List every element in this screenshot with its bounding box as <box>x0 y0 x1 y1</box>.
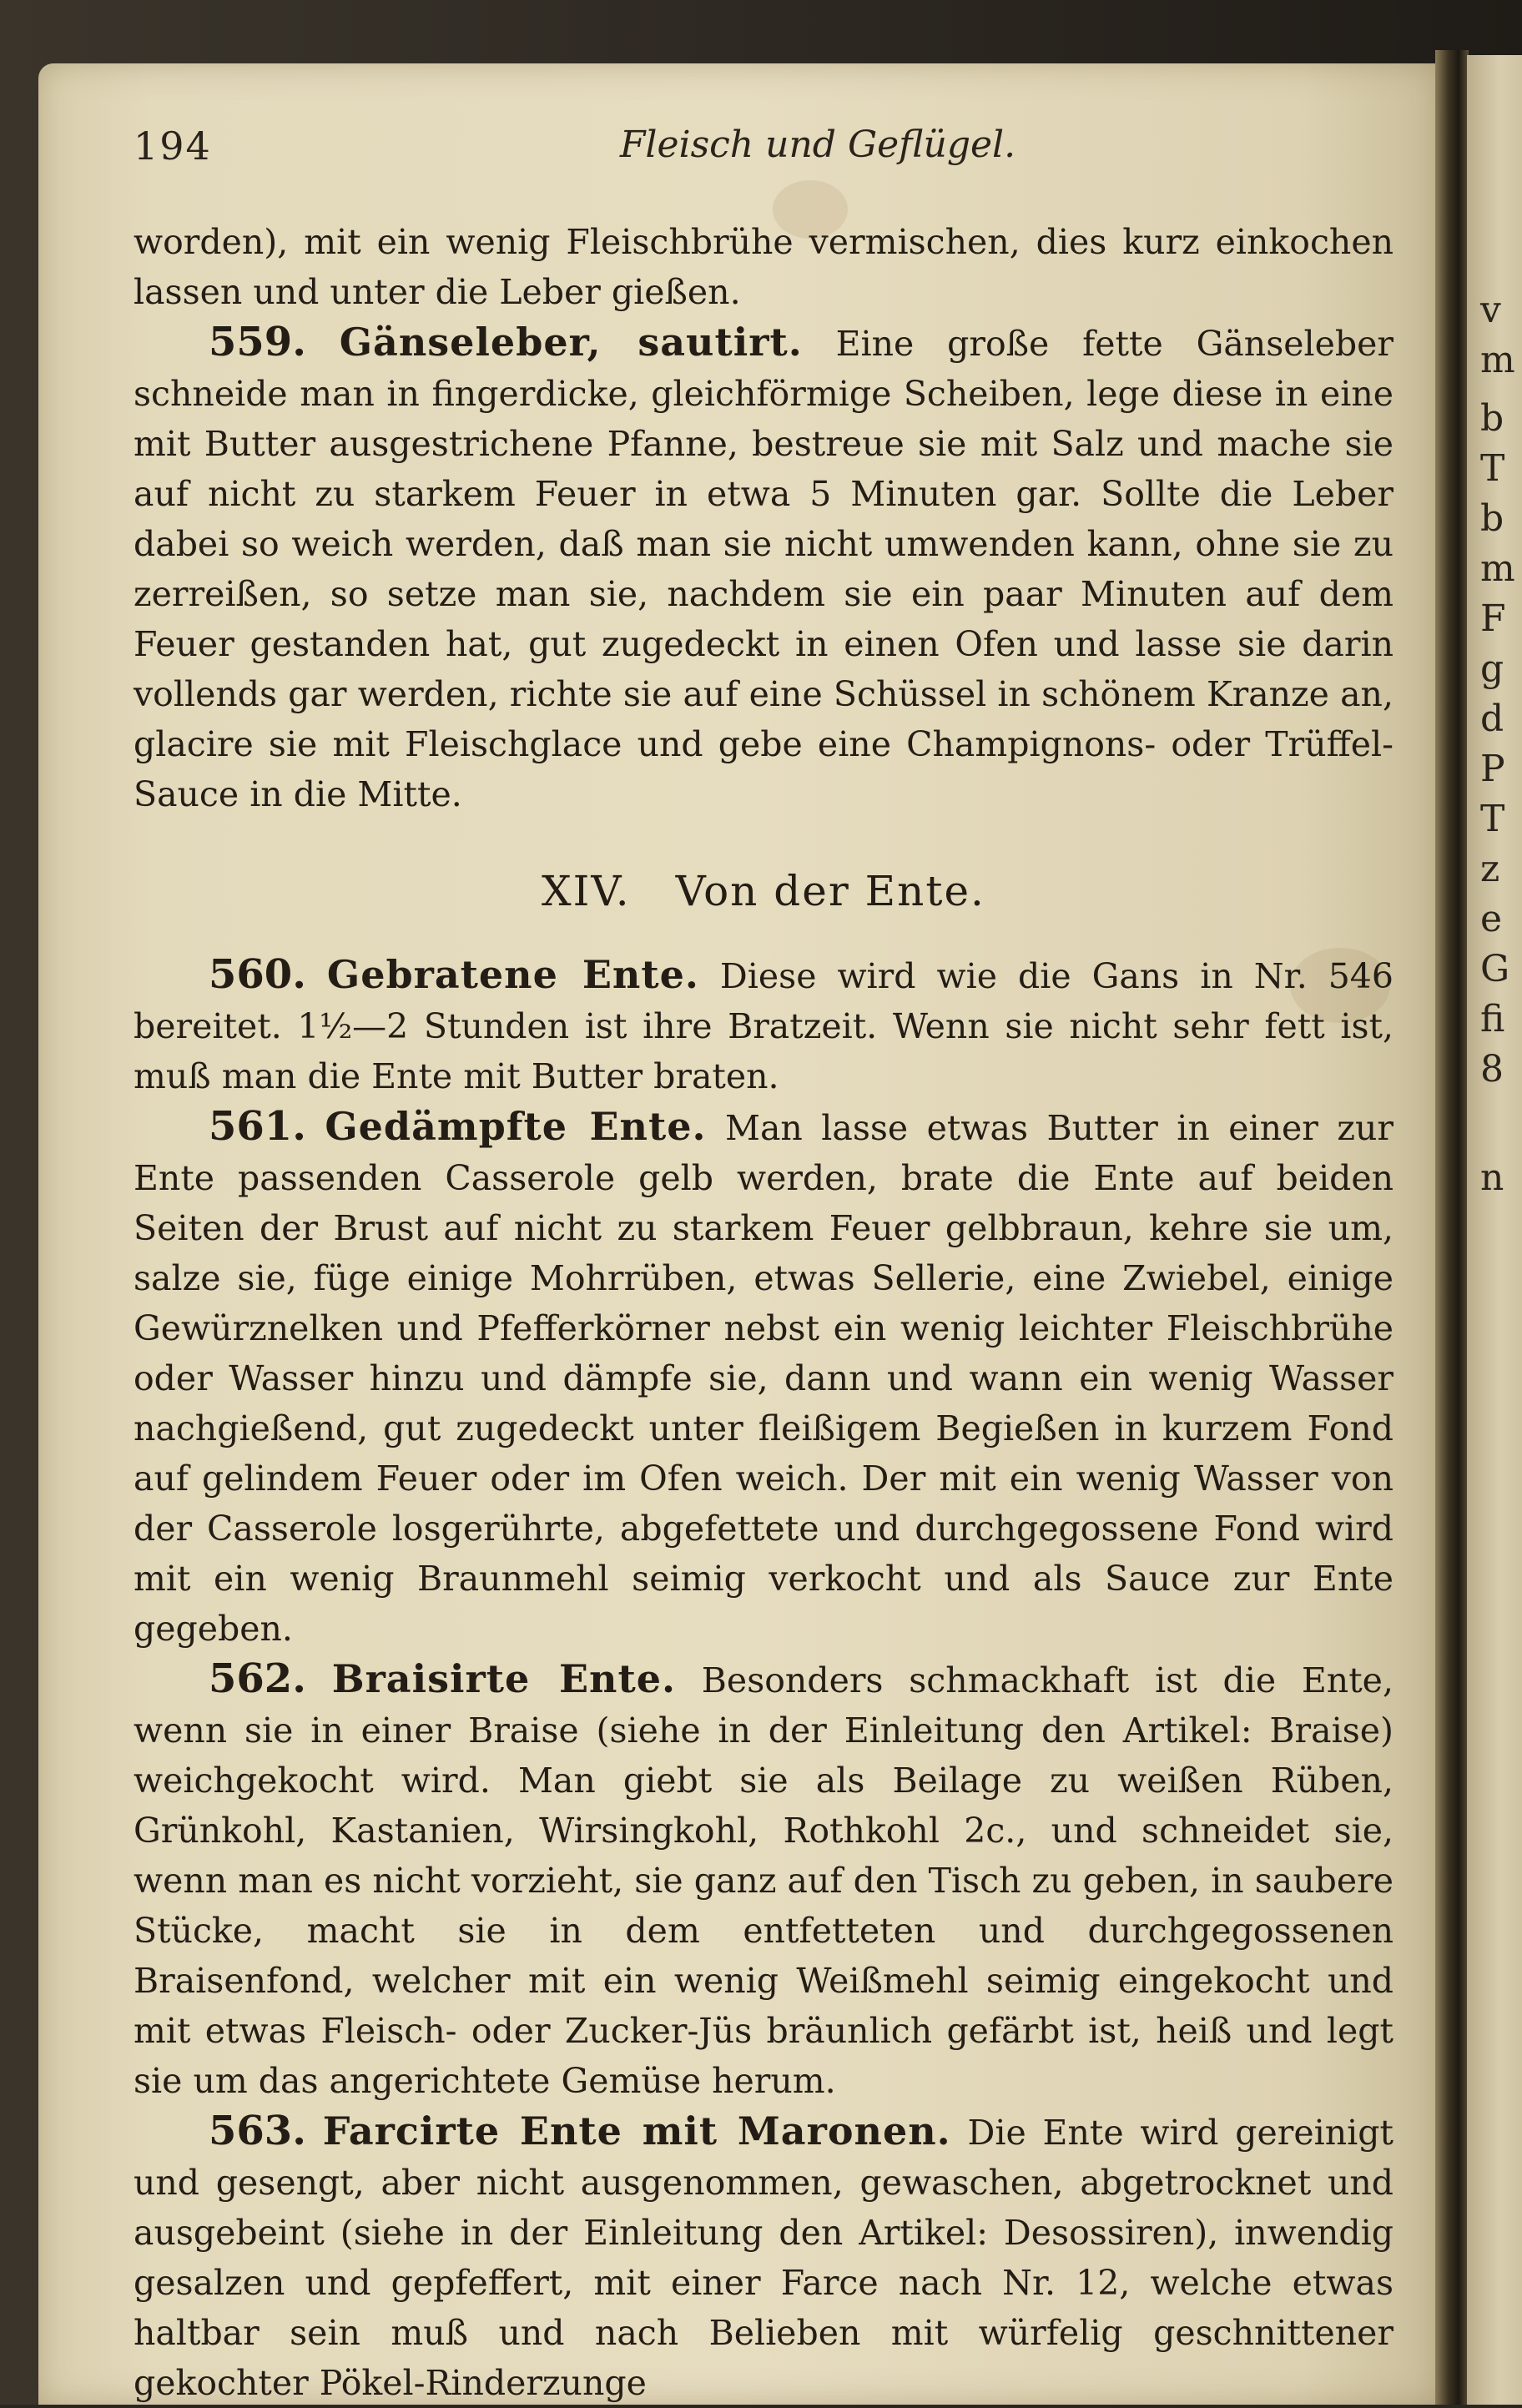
recipe-563 <box>134 2106 1393 2408</box>
recipe-number: 562. <box>209 1655 306 1702</box>
next-page-fragment: m <box>1480 547 1515 590</box>
recipe-number: 560. <box>209 951 306 998</box>
next-page-fragment: T <box>1480 798 1505 840</box>
recipe-number: 561. <box>209 1103 306 1150</box>
recipe-text: Eine große fette Gänseleber schneide man in fingerdicke, gleichförmige Scheiben, lege diese in eine mit Butter ausgestrichene Pfanne, bestreue sie mit Salz und mache sie auf nicht zu starkem Feuer in etwa 5 Minuten gar. Sollte die Leber dabei so weich werden, daß man sie nicht umwenden kann, ohne sie zu zerreißen, so setze man sie, nachdem sie ein paar Minuten auf dem Feuer gestanden hat, gut zugedeckt in einen Ofen und lasse sie darin vollends gar werden, richte sie auf eine Schüssel in schönem Kranze an, glacire sie mit Fleischglace und gebe eine Champignons- oder Trüffel-Sauce in die Mitte. <box>134 324 1393 814</box>
recipe-number: 559. <box>209 319 306 365</box>
recipe-title: Braisirte Ente. <box>331 1656 677 1701</box>
chapter-heading <box>134 866 1393 916</box>
next-page-fragment: fi <box>1480 998 1505 1040</box>
recipe-title: Gedämpfte Ente. <box>325 1104 707 1149</box>
recipe-title: Gebratene Ente. <box>326 952 699 997</box>
recipe-560 <box>134 950 1393 1101</box>
running-head: Fleisch und Geflügel. <box>619 123 1016 166</box>
next-page-fragment: d <box>1480 698 1504 740</box>
next-page-fragment: 8 <box>1480 1048 1504 1091</box>
chapter-title: Von der Ente. <box>675 867 985 915</box>
recipe-text: Man lasse etwas Butter in einer zur Ente passenden Casserole gelb werden, brate die Ente auf beiden Seiten der Brust auf nicht zu starkem Feuer gelbbraun, kehre sie um, salze sie, füge einige Mohrrüben, etwas Sellerie, eine Zwiebel, einige Gewürznelken und Pfefferkörner nebst ein wenig leichter Fleischbrühe oder Wasser hinzu und dämpfe sie, dann und wann ein wenig Wasser nachgießend, gut zugedeckt unter fleißigem Begießen in kurzem Fond auf gelindem Feuer oder im Ofen weich. Der mit ein wenig Wasser von der Casserole losgerührte, abgefettete und durchgegossene Fond wird mit ein wenig Braunmehl seimig verkocht und als Sauce zur Ente gegeben. <box>134 1108 1393 1649</box>
next-page-fragment: z <box>1480 848 1500 890</box>
next-page-fragment: m <box>1480 339 1515 381</box>
next-page-fragment: v <box>1480 289 1501 331</box>
next-page-fragment: g <box>1480 647 1504 690</box>
recipe-title: Gänseleber, sautirt. <box>339 320 803 365</box>
recipe-text: Die Ente wird gereinigt und gesengt, aber nicht ausgenommen, gewaschen, abgetrocknet und ausgebeint (siehe in der Einleitung den Artikel: Desossiren), inwendig gesalzen und gepfeffert, mit einer Farce nach Nr. 12, welche etwas haltbar sein muß und nach Belieben mit würfelig geschnittener gekochter Pökel-Rinderzunge <box>134 2113 1393 2403</box>
page-number: 194 <box>134 123 212 169</box>
book-gutter <box>1435 50 1469 2405</box>
recipe-562 <box>134 1654 1393 2106</box>
next-page-fragment: n <box>1480 1156 1504 1199</box>
body-text <box>134 217 1393 2408</box>
recipe-number: 563. <box>209 2108 306 2154</box>
next-page-fragment: P <box>1480 748 1505 790</box>
recipe-561 <box>134 1101 1393 1654</box>
chapter-number: XIV. <box>542 867 631 915</box>
recipe-559 <box>134 317 1393 819</box>
next-page-fragment: T <box>1480 447 1505 490</box>
next-page-fragment: b <box>1480 497 1504 540</box>
next-page-fragment: b <box>1480 397 1504 440</box>
recipe-title: Farcirte Ente mit Maronen. <box>322 2108 951 2154</box>
next-page-fragment: e <box>1480 898 1503 940</box>
recipe-text: Diese wird wie die Gans in Nr. 546 bereitet. 1½—2 Stunden ist ihre Bratzeit. Wenn sie nicht sehr fett ist, muß man die Ente mit Butter braten. <box>134 956 1393 1096</box>
intro-paragraph: worden), mit ein wenig Fleischbrühe vermischen, dies kurz einkochen lassen und unter die Leber gießen. <box>134 222 1393 312</box>
page-header <box>134 123 1402 174</box>
next-page-fragment: G <box>1480 948 1510 990</box>
next-page-fragment: F <box>1480 597 1506 640</box>
recipe-text: Besonders schmackhaft ist die Ente, wenn sie in einer Braise (siehe in der Einleitung den Artikel: Braise) weichgekocht wird. Man giebt sie als Beilage zu weißen Rüben, Grünkohl, Kastanien, Wirsingkohl, Rothkohl 2c., und schneidet sie, wenn man es nicht vorzieht, sie ganz auf den Tisch zu geben, in saubere Stücke, macht sie in dem entfetteten und durchgegossenen Braisenfond, welcher mit ein wenig Weißmehl seimig eingekocht und mit etwas Fleisch- oder Zucker-Jüs bräunlich gefärbt ist, heiß und legt sie um das angerichtete Gemüse herum. <box>134 1660 1393 2101</box>
next-page-edge <box>1467 55 1522 2405</box>
